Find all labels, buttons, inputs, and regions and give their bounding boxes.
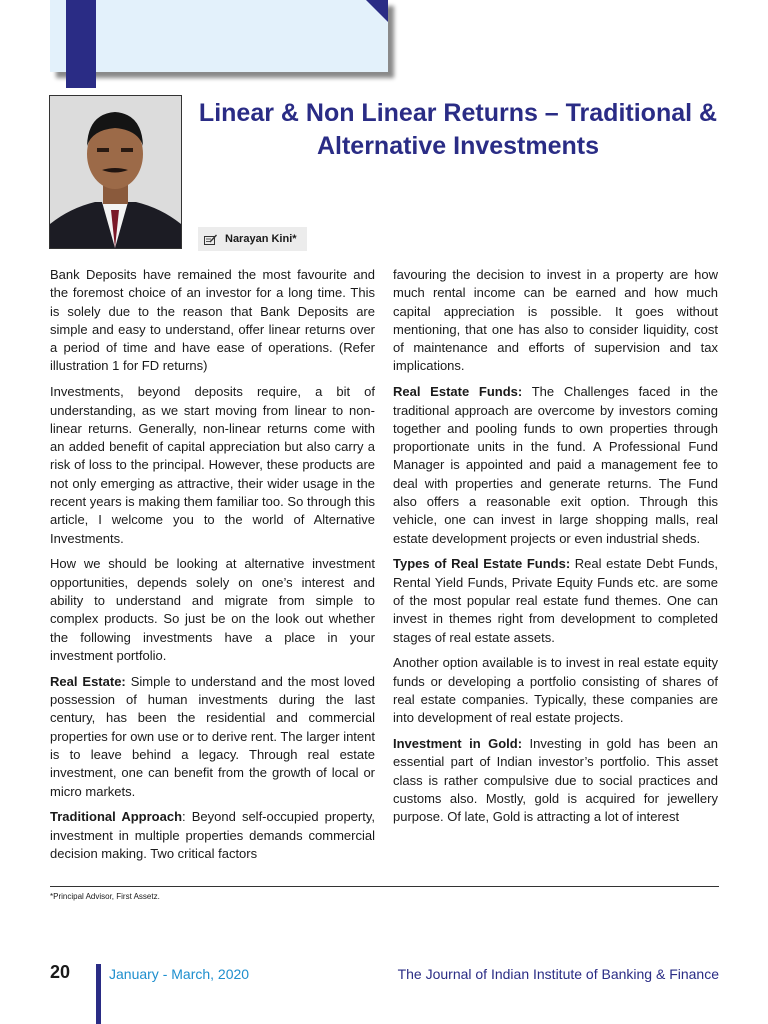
right-column [393,266,718,834]
paragraph: Types of Real Estate Funds: Real estate Debt Funds, Rental Yield Funds, Private Equity Funds etc. are some of the most popular real estate fund themes. One can invest in themes right from development to completed stages of real estate assets. [393,556,718,645]
paragraph: Traditional Approach: Beyond self-occupied property, investment in multiple properties demands commercial decision making. Two critical factors [50,809,375,861]
issue-date: January - March, 2020 [109,966,250,982]
author-portrait-image [50,96,181,248]
paragraph: Investments, beyond deposits require, a bit of understanding, as we start moving from linear to non-linear returns. Generally, non-linear returns come with an added benefit of capital appreciation but also carry a risk of loss to the principal. However, these products are not only emerging as attractive, their wider usage in the recent years is making them familiar too. So through this article, I welcome you to the world of Alternative Investments. [50,384,375,546]
paragraph-heading: Real Estate: [50,673,126,689]
header-banner [50,0,388,72]
paragraph: Real Estate Funds: The Challenges faced in the traditional approach are overcome by investors coming together and pooling funds to own properties through proportionate units in the fund. A Professional Fund Manager is appointed and paid a management fee to deal with properties and generate returns. The Fund also offers a reasonable exit option. Through this vehicle, one can invest in large shopping malls, real estate development projects or even industrial sheds. [393,384,718,546]
paragraph-heading: Types of Real Estate Funds: [393,556,571,572]
paragraph-heading: Real Estate Funds: [393,384,523,400]
paragraph-heading: Investment in Gold: [393,736,523,752]
paragraph: Another option available is to invest in real estate equity funds or developing a portfolio consisting of shares of real estate companies. Typically, these companies are into development of real estate projects. [393,655,718,726]
paragraph: favouring the decision to invest in a property are how much rental income can be earned and how much capital appreciation is possible. It goes without mentioning, that one has also to consider liquidity, cost of maintenance and efforts of supervision and tax implications. [393,267,718,374]
footer-accent-bar [96,964,101,1024]
header-accent-corner [366,0,388,22]
left-column [50,266,375,871]
paragraph: How we should be looking at alternative investment opportunities, depends solely on one’s interest and ability to understand and migrate from simple to complex products. So just be on the look out whether the following investments have a place in your investment portfolio. [50,556,375,663]
paragraph: Bank Deposits have remained the most favourite and the foremost choice of an investor for a long time. This is solely due to the reason that Bank Deposits are simple and easy to understand, offer linear returns over a period of time and have ease of operations. (Refer illustration 1 for FD returns) [50,267,375,374]
page-number: 20 [50,962,71,982]
author-name: Narayan Kini* [225,233,297,245]
pen-paper-icon [204,234,217,245]
footnote: *Principal Advisor, First Assetz. [50,892,160,901]
paragraph-heading: Traditional Approach [50,809,183,825]
header-accent-bar [66,0,96,88]
paragraph: Investment in Gold: Investing in gold has been an essential part of Indian investor’s portfolio. This asset class is rather compulsive due to social practices and customs also. Mostly, gold is acquired for jewellery purpose. Of late, Gold is attracting a lot of interest [393,736,718,825]
journal-name: The Journal of Indian Institute of Banking & Finance [397,966,719,982]
paragraph: Real Estate: Simple to understand and the most loved possession of human investments during the last century, has been the residential and commercial properties for own use or to derive rent. The larger intent is to leave behind a legacy. Through real estate investment, one can benefit from the growth of local or micro markets. [50,673,375,799]
article-title: Linear & Non Linear Returns – Traditional & Alternative Investments [198,99,718,160]
author-byline [198,227,307,251]
footnote-divider [50,886,719,887]
author-photo [49,95,182,249]
